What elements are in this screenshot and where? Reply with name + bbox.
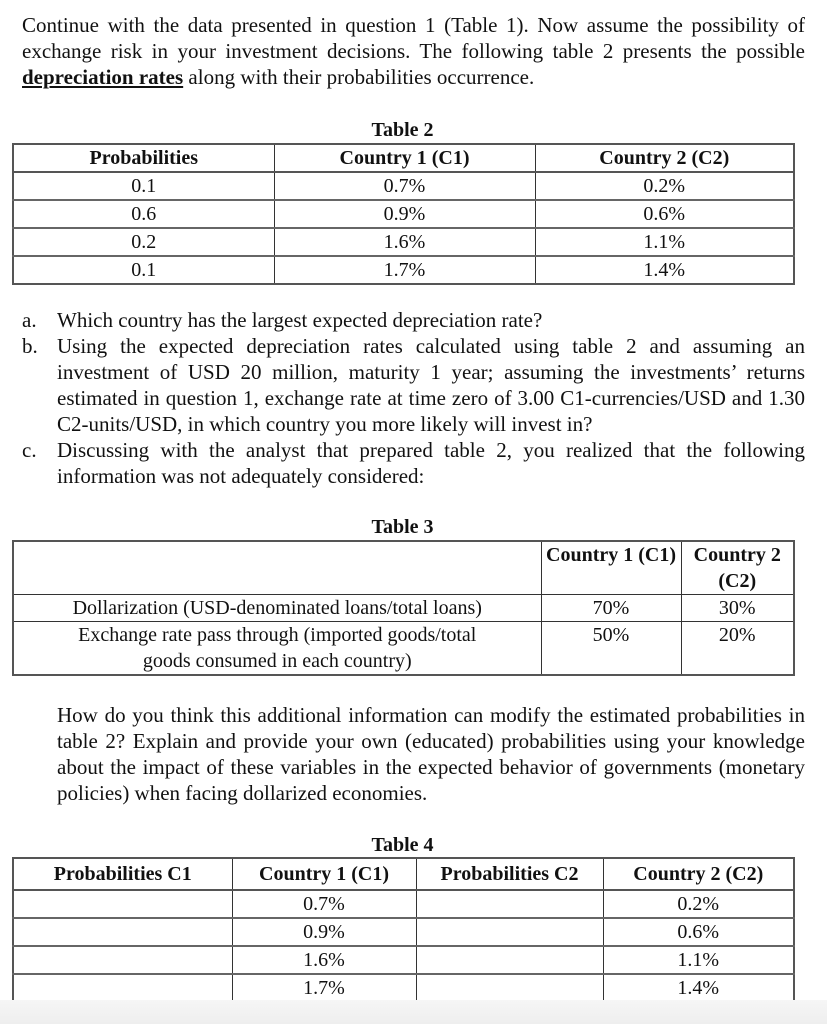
table2-row — [13, 256, 794, 284]
table4-header-country2: Country 2 (C2) — [603, 858, 794, 890]
question-b — [22, 333, 805, 437]
table3-caption: Table 3 — [371, 516, 434, 538]
table4-prob-c1-input[interactable] — [13, 918, 232, 946]
table4-cell: 1.6% — [232, 946, 416, 974]
table3-cell: 20% — [681, 622, 794, 676]
table4-prob-c1-input[interactable] — [13, 974, 232, 1002]
table3-header-country2: Country 2 (C2) — [681, 541, 794, 595]
table4-cell: 1.1% — [603, 946, 794, 974]
table4-cell: 0.9% — [232, 918, 416, 946]
table4-prob-c1-input[interactable] — [13, 946, 232, 974]
table4-prob-c2-input[interactable] — [416, 946, 603, 974]
table4-prob-c2-input[interactable] — [416, 974, 603, 1002]
table2 — [12, 143, 795, 285]
table4-header-probabilities-c1: Probabilities C1 — [13, 858, 232, 890]
table2-caption: Table 2 — [371, 119, 434, 141]
table4-header-row — [13, 858, 794, 890]
table4-row — [13, 918, 794, 946]
table2-row — [13, 172, 794, 200]
intro-text-after: along with their probabilities occurrence. — [183, 65, 535, 89]
table3-header-row — [13, 541, 794, 595]
table3-header-blank — [13, 541, 541, 595]
table2-header-probabilities: Probabilities — [13, 144, 274, 172]
table2-header-row — [13, 144, 794, 172]
table3-row-pass-through — [13, 622, 794, 676]
table2-cell: 0.2 — [13, 228, 274, 256]
table2-cell: 1.7% — [274, 256, 535, 284]
table2-header-country1: Country 1 (C1) — [274, 144, 535, 172]
table3-cell: 30% — [681, 595, 794, 622]
question-c — [22, 437, 805, 489]
question-a-text: Which country has the largest expected depreciation rate? — [57, 308, 543, 332]
table3-row-label: Exchange rate pass through (imported goods/total goods consumed in each country) — [13, 622, 541, 676]
question-b-label: b. — [22, 334, 38, 358]
table3 — [12, 540, 795, 676]
intro-text-before: Continue with the data presented in question 1 (Table 1). Now assume the possibility of exchange risk in your investment decisions. The following table 2 presents the possible — [22, 13, 805, 63]
question-b-text: Using the expected depreciation rates calculated using table 2 and assuming an investment of USD 20 million, maturity 1 year; assuming the investments’ returns estimated in question 1, exchange rate at time zero of 3.00 C1-currencies/USD and 1.30 C2-units/USD, in which country you more likely will invest in? — [57, 334, 805, 436]
page-bottom-margin — [0, 1000, 827, 1024]
table4-cell: 1.7% — [232, 974, 416, 1002]
table2-header-country2: Country 2 (C2) — [535, 144, 794, 172]
table2-cell: 0.7% — [274, 172, 535, 200]
table4 — [12, 857, 795, 1003]
question-a — [22, 307, 805, 333]
table4-row — [13, 974, 794, 1002]
table2-cell: 1.1% — [535, 228, 794, 256]
table4-prob-c2-input[interactable] — [416, 890, 603, 918]
table2-cell: 0.6 — [13, 200, 274, 228]
intro-emphasis-depreciation-rates: depreciation rates — [22, 65, 184, 89]
table2-cell: 0.6% — [535, 200, 794, 228]
table2-row — [13, 228, 794, 256]
question-a-label: a. — [22, 308, 37, 332]
table2-cell: 0.1 — [13, 256, 274, 284]
table3-cell: 70% — [541, 595, 681, 622]
table3-row-dollarization — [13, 595, 794, 622]
followup-paragraph: How do you think this additional information can modify the estimated probabilities in table 2? Explain and provide your own (educated) probabilities using your knowledge about the impact of these variables in the expected behavior of governments (monetary policies) when facing dollarized economies. — [57, 703, 805, 805]
table4-cell: 0.7% — [232, 890, 416, 918]
table2-cell: 1.4% — [535, 256, 794, 284]
table4-prob-c2-input[interactable] — [416, 918, 603, 946]
table4-header-probabilities-c2: Probabilities C2 — [416, 858, 603, 890]
question-list — [22, 307, 805, 489]
table4-prob-c1-input[interactable] — [13, 890, 232, 918]
table2-row — [13, 200, 794, 228]
table4-header-country1: Country 1 (C1) — [232, 858, 416, 890]
table3-header-country1: Country 1 (C1) — [541, 541, 681, 595]
question-c-label: c. — [22, 438, 37, 462]
table2-cell: 0.9% — [274, 200, 535, 228]
table2-cell: 0.2% — [535, 172, 794, 200]
table2-cell: 1.6% — [274, 228, 535, 256]
table4-cell: 1.4% — [603, 974, 794, 1002]
table4-cell: 0.6% — [603, 918, 794, 946]
table2-cell: 0.1 — [13, 172, 274, 200]
table3-row-label: Dollarization (USD-denominated loans/total loans) — [13, 595, 541, 622]
table4-caption: Table 4 — [371, 834, 434, 856]
table4-row — [13, 890, 794, 918]
question-c-text: Discussing with the analyst that prepared table 2, you realized that the following information was not adequately considered: — [57, 438, 805, 488]
table3-cell: 50% — [541, 622, 681, 676]
table4-cell: 0.2% — [603, 890, 794, 918]
table4-row — [13, 946, 794, 974]
intro-paragraph — [22, 12, 805, 90]
